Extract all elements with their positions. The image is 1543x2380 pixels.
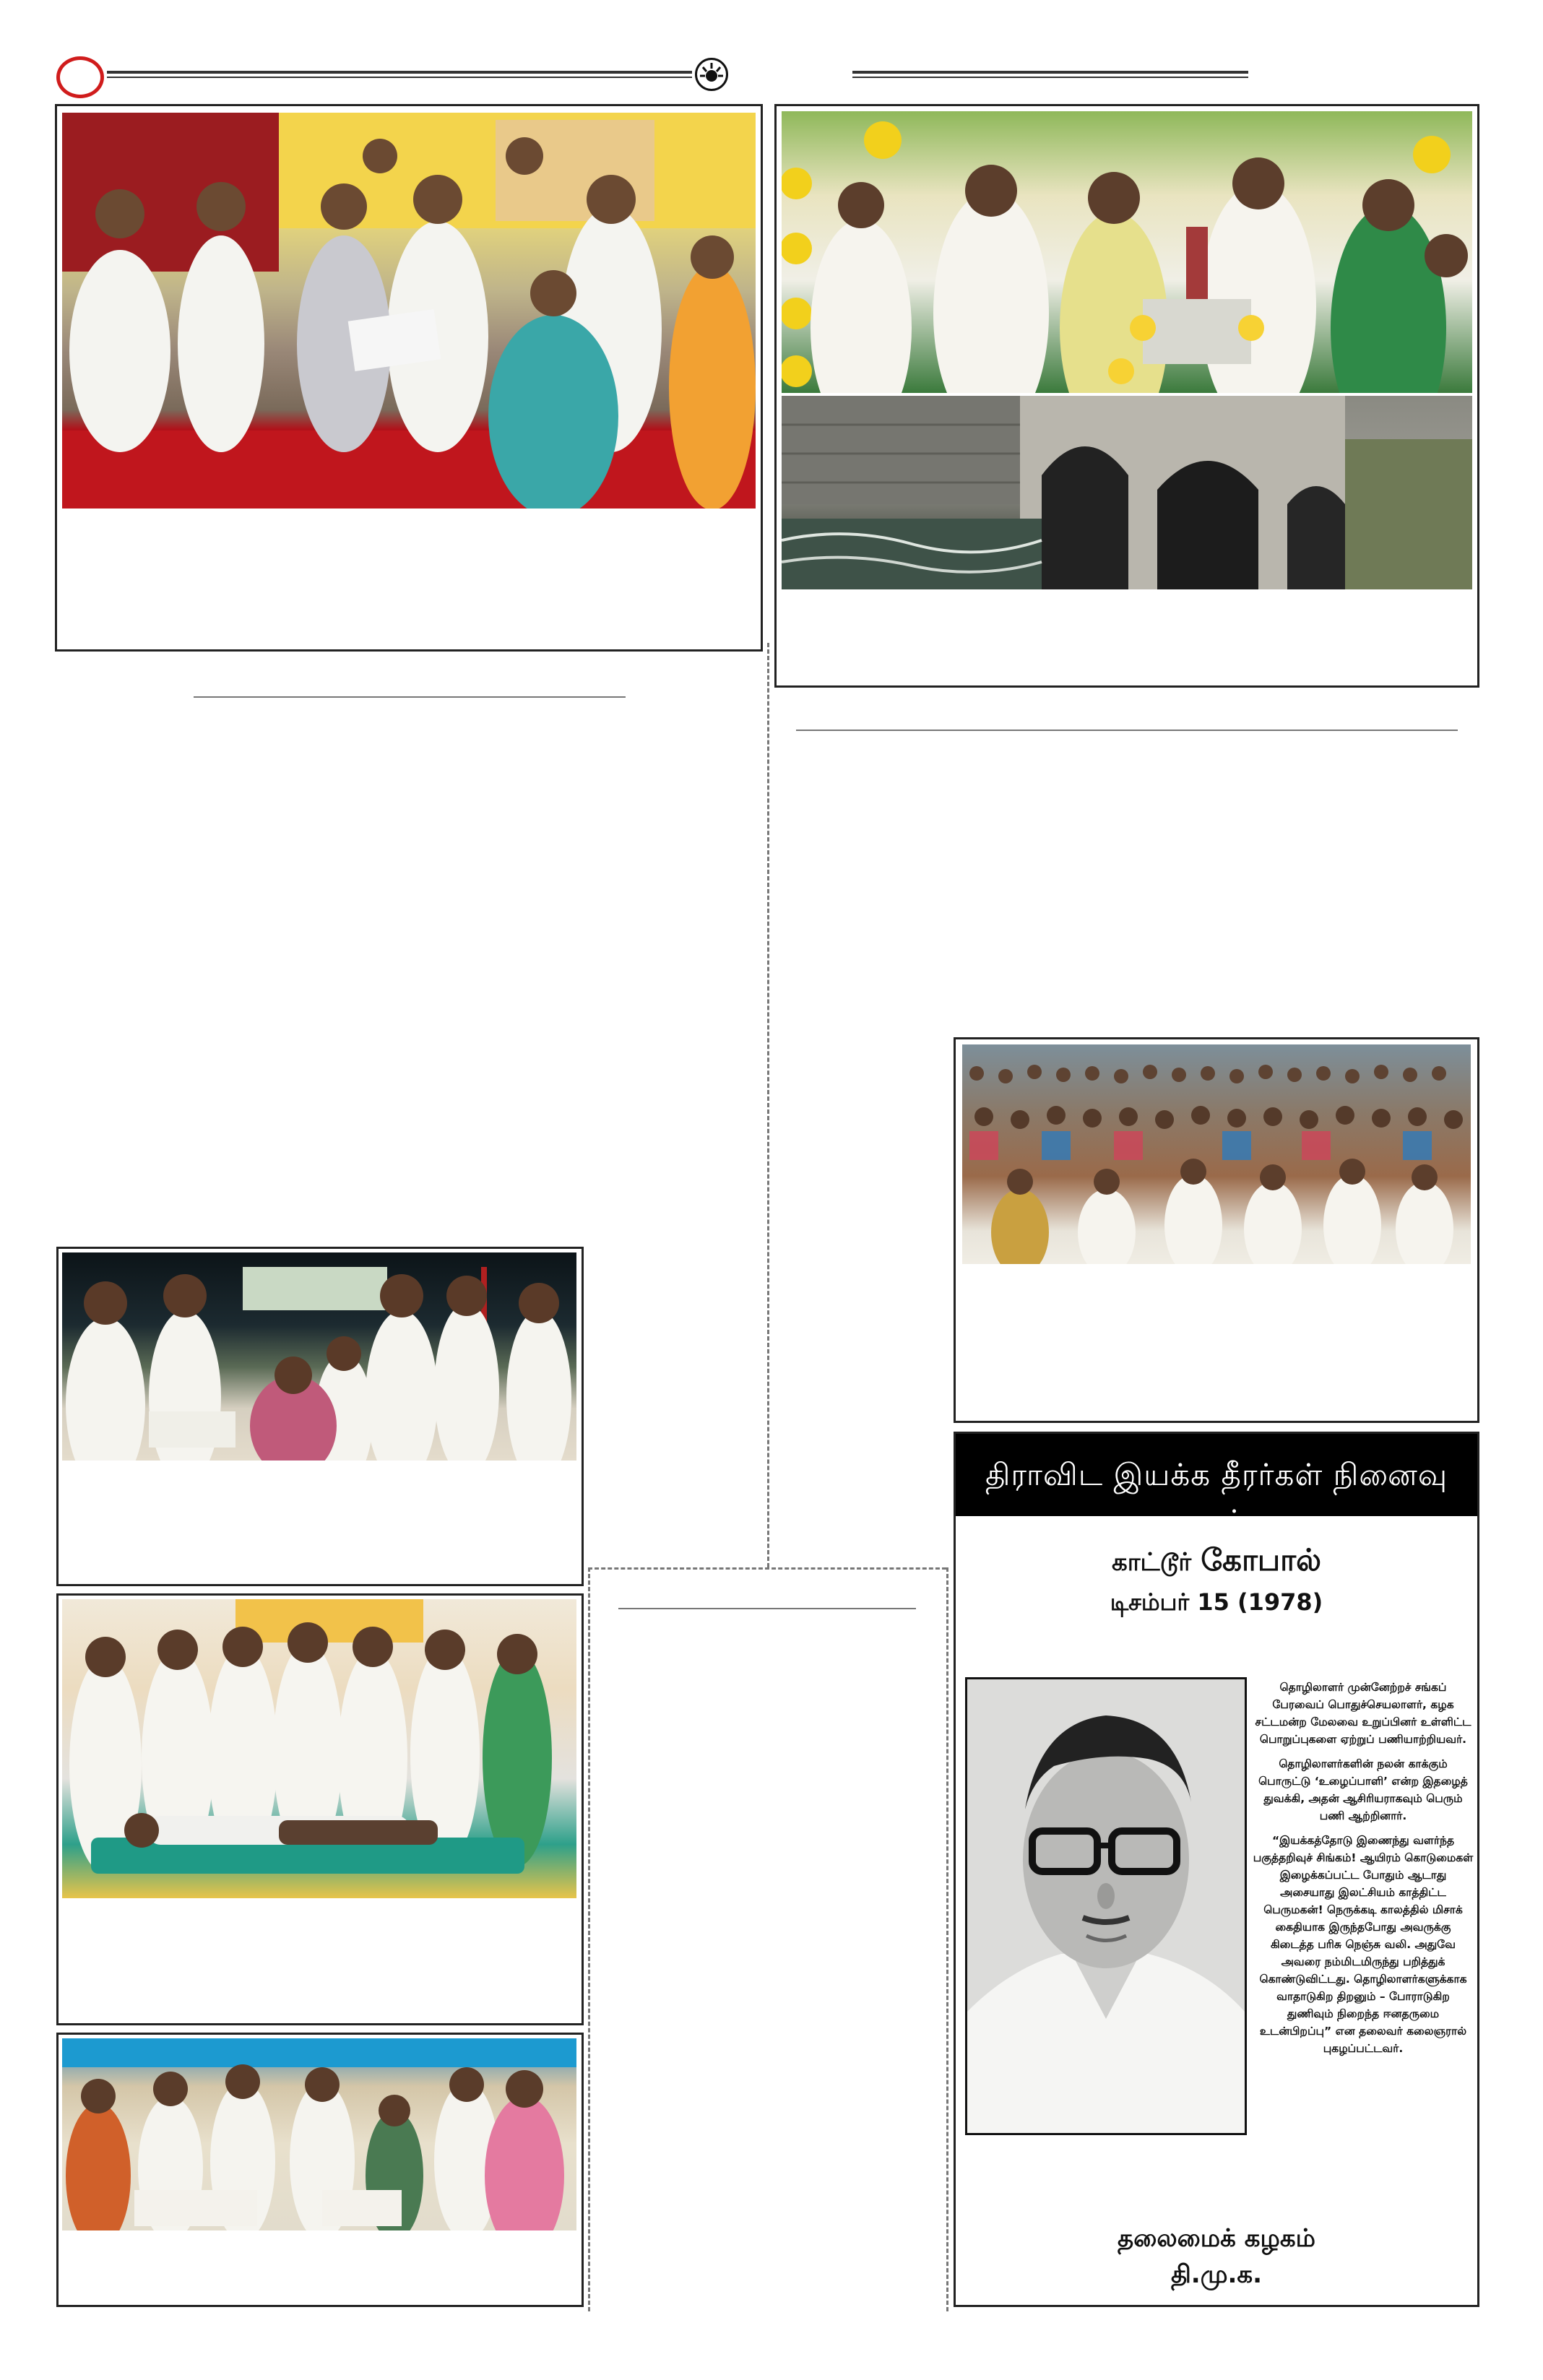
box-inner-rule — [618, 1608, 916, 1609]
ceremony-stage-photo — [62, 113, 756, 509]
header-rule-left — [107, 71, 692, 74]
memorial-bio-paragraph-3: “இயக்கத்தோடு இணைந்து வளர்ந்த பகுத்தறிவுச் சிங்கம்! ஆயிரம் கொடுமைகள் இழைக்கப்பட்ட போதும் ஆடாது அசையாது இலட்சியம் காத்திட்ட பெருமகன்! நெருக்கடி காலத்தில் மிசாக் கைதியாக இருந்தபோது அவருக்கு கிடைத்த பரிசு நெஞ்சு வலி. அதுவே அவரை நம்மிடமிருந்து பறித்துக் கொண்டுவிட்டது. தொழிலாளர்களுக்காக வாதாடுகிற திறனும் – போராடுகிற துணிவும் நிறைந்த ஈனதருமை உடன்பிறப்பு” என தலைவர் கலைஞரால் புகழப்பட்டவர். — [1253, 1834, 1474, 2055]
blood-donation-photo — [62, 1599, 576, 1898]
flower-offering-photo — [782, 111, 1472, 393]
header-logo — [56, 56, 104, 98]
memorial-footer-line-1: தலைமைக் கழகம் — [1118, 2224, 1315, 2253]
canal-bridge-photo — [782, 396, 1472, 589]
column-divider — [767, 643, 769, 1567]
header-rule-left-2 — [107, 77, 692, 78]
column-divider-lower-right — [946, 1567, 948, 2311]
night-distribution-photo — [62, 1252, 576, 1461]
header-rule-right — [852, 71, 1248, 74]
rule-under-photo-2 — [796, 730, 1458, 731]
memorial-name-prefix: காட்டூர் — [1112, 1548, 1192, 1577]
rule-under-photo-1 — [194, 696, 626, 698]
memorial-name-main: கோபால் — [1201, 1542, 1321, 1578]
rising-sun-emblem-icon — [695, 58, 728, 91]
box-top-dashed-rule — [588, 1567, 946, 1570]
memorial-banner-text: திராவிட இயக்க தீரர்கள் நினைவு நாள் — [985, 1457, 1448, 1539]
saree-distribution-photo — [62, 2038, 576, 2230]
crowd-gathering-photo — [962, 1044, 1471, 1264]
header-rule-right-2 — [852, 77, 1248, 78]
memorial-bio-paragraph-2: தொழிலாளர்களின் நலன் காக்கும் பொருட்டு ‘உழைப்பாளி’ என்ற இதழைத் துவக்கி, அதன் ஆசிரியராகவும் பெரும் பணி ஆற்றினார். — [1258, 1757, 1468, 1822]
portrait-photo — [965, 1677, 1247, 2135]
memorial-bio-paragraph-1: தொழிலாளர் முன்னேற்றச் சங்கப் பேரவைப் பொதுச்செயலாளர், கழக சட்டமன்ற மேலவை உறுப்பினர் உள்ளிட்ட பொறுப்புகளை ஏற்றுப் பணியாற்றியவர். — [1255, 1681, 1471, 1746]
memorial-footer-line-2: தி.மு.க. — [1170, 2260, 1263, 2289]
memorial-date: டிசம்பர் 15 (1978) — [1110, 1588, 1323, 1616]
memorial-name — [956, 1539, 1477, 1588]
memorial-bio — [1253, 1679, 1474, 2057]
column-divider-lower-left — [588, 1567, 590, 2311]
